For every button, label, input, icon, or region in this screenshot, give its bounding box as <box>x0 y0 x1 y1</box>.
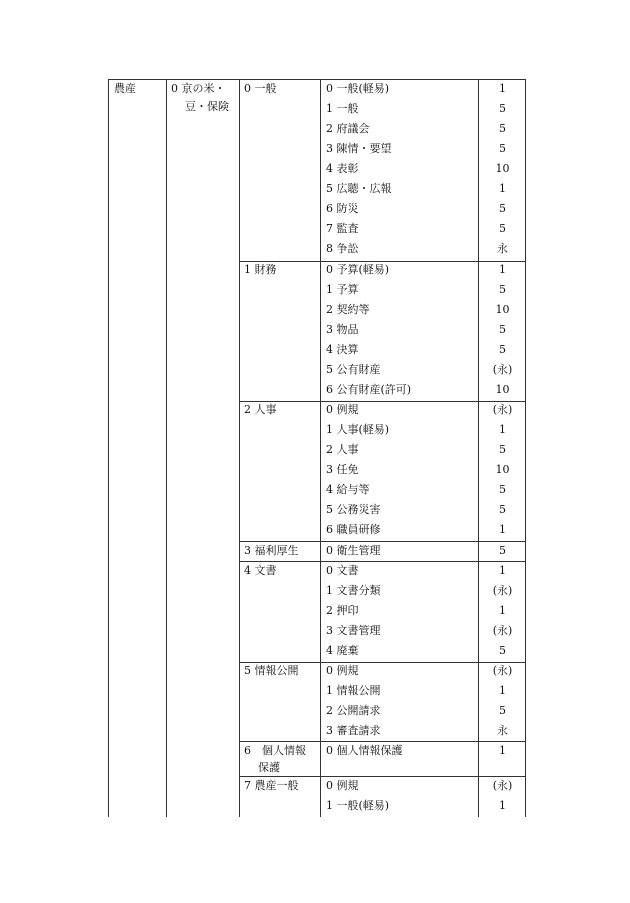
item-label: 6 防災 <box>326 202 359 215</box>
retention-period: 5 <box>499 102 506 115</box>
retention-period: 永 <box>497 724 508 737</box>
item-label: 5 公有財産 <box>326 363 381 376</box>
retention-period: 1 <box>499 263 506 276</box>
retention-period: 1 <box>499 182 506 195</box>
item-label: 1 一般(軽易) <box>326 799 390 812</box>
retention-period: 5 <box>499 222 506 235</box>
item-label: 0 一般(軽易) <box>326 82 390 95</box>
table-border-left <box>108 79 109 817</box>
retention-period: (永) <box>492 779 513 792</box>
group-code-line2: 保護 <box>258 761 280 774</box>
retention-period: (永) <box>492 664 513 677</box>
item-label: 5 広聴・広報 <box>326 182 392 195</box>
retention-period: (永) <box>492 363 513 376</box>
retention-period: 5 <box>499 283 506 296</box>
column-divider <box>166 79 167 817</box>
item-label: 8 争訟 <box>326 242 359 255</box>
retention-period: (永) <box>492 624 513 637</box>
item-label: 3 陳情・要望 <box>326 142 392 155</box>
retention-period: 5 <box>499 704 506 717</box>
table-border-right <box>525 79 526 817</box>
retention-period: 1 <box>499 604 506 617</box>
retention-period: 1 <box>499 523 506 536</box>
category-primary: 農産 <box>114 82 136 95</box>
retention-period: 10 <box>495 463 510 476</box>
item-label: 1 人事(軽易) <box>326 423 390 436</box>
retention-period: 1 <box>499 564 506 577</box>
retention-period: 5 <box>499 443 506 456</box>
retention-period: 5 <box>499 503 506 516</box>
item-label: 0 衛生管理 <box>326 544 381 557</box>
group-code: 0 一般 <box>244 82 277 95</box>
category-secondary-line2: 豆・保険 <box>185 100 229 113</box>
item-label: 4 表彰 <box>326 162 359 175</box>
retention-period: 10 <box>495 162 510 175</box>
retention-period: 10 <box>495 303 510 316</box>
item-label: 0 例規 <box>326 403 359 416</box>
item-label: 3 物品 <box>326 323 359 336</box>
column-divider <box>239 79 240 817</box>
group-code: 1 財務 <box>244 263 277 276</box>
group-code: 7 農産一般 <box>244 779 299 792</box>
retention-period: (永) <box>492 584 513 597</box>
item-label: 4 決算 <box>326 343 359 356</box>
retention-period: 5 <box>499 483 506 496</box>
retention-period: 10 <box>495 383 510 396</box>
item-label: 0 例規 <box>326 664 359 677</box>
item-label: 2 契約等 <box>326 303 370 316</box>
item-label: 0 個人情報保護 <box>326 744 403 757</box>
retention-period: 5 <box>499 122 506 135</box>
retention-period: 1 <box>499 799 506 812</box>
item-label: 1 予算 <box>326 283 359 296</box>
item-label: 2 人事 <box>326 443 359 456</box>
item-label: 4 給与等 <box>326 483 370 496</box>
item-label: 3 審査請求 <box>326 724 381 737</box>
item-label: 1 情報公開 <box>326 684 381 697</box>
retention-period: 5 <box>499 323 506 336</box>
item-label: 0 例規 <box>326 779 359 792</box>
group-code: 4 文書 <box>244 564 277 577</box>
item-label: 3 文書管理 <box>326 624 381 637</box>
retention-period: 1 <box>499 684 506 697</box>
retention-period: 1 <box>499 423 506 436</box>
retention-period: 5 <box>499 343 506 356</box>
retention-period: 5 <box>499 644 506 657</box>
column-divider <box>320 79 321 817</box>
item-label: 1 文書分類 <box>326 584 381 597</box>
item-label: 7 監査 <box>326 222 359 235</box>
item-label: 2 公開請求 <box>326 704 381 717</box>
item-label: 3 任免 <box>326 463 359 476</box>
group-code-line1: 6 個人情報 <box>244 744 306 757</box>
retention-period: (永) <box>492 403 513 416</box>
retention-period: 5 <box>499 142 506 155</box>
column-divider <box>478 79 479 817</box>
group-code: 2 人事 <box>244 403 277 416</box>
category-secondary-line1: 0 京の米・ <box>171 82 226 95</box>
item-label: 2 府議会 <box>326 122 370 135</box>
retention-period: 永 <box>497 242 508 255</box>
group-code: 5 情報公開 <box>244 664 299 677</box>
item-label: 0 文書 <box>326 564 359 577</box>
item-label: 1 一般 <box>326 102 359 115</box>
item-label: 6 職員研修 <box>326 523 381 536</box>
retention-period: 5 <box>499 202 506 215</box>
group-code: 3 福利厚生 <box>244 544 299 557</box>
item-label: 6 公有財産(許可) <box>326 383 412 396</box>
item-label: 5 公務災害 <box>326 503 381 516</box>
item-label: 0 予算(軽易) <box>326 263 390 276</box>
retention-period: 1 <box>499 82 506 95</box>
item-label: 4 廃棄 <box>326 644 359 657</box>
item-label: 2 押印 <box>326 604 359 617</box>
retention-period: 5 <box>499 544 506 557</box>
retention-period: 1 <box>499 744 506 757</box>
